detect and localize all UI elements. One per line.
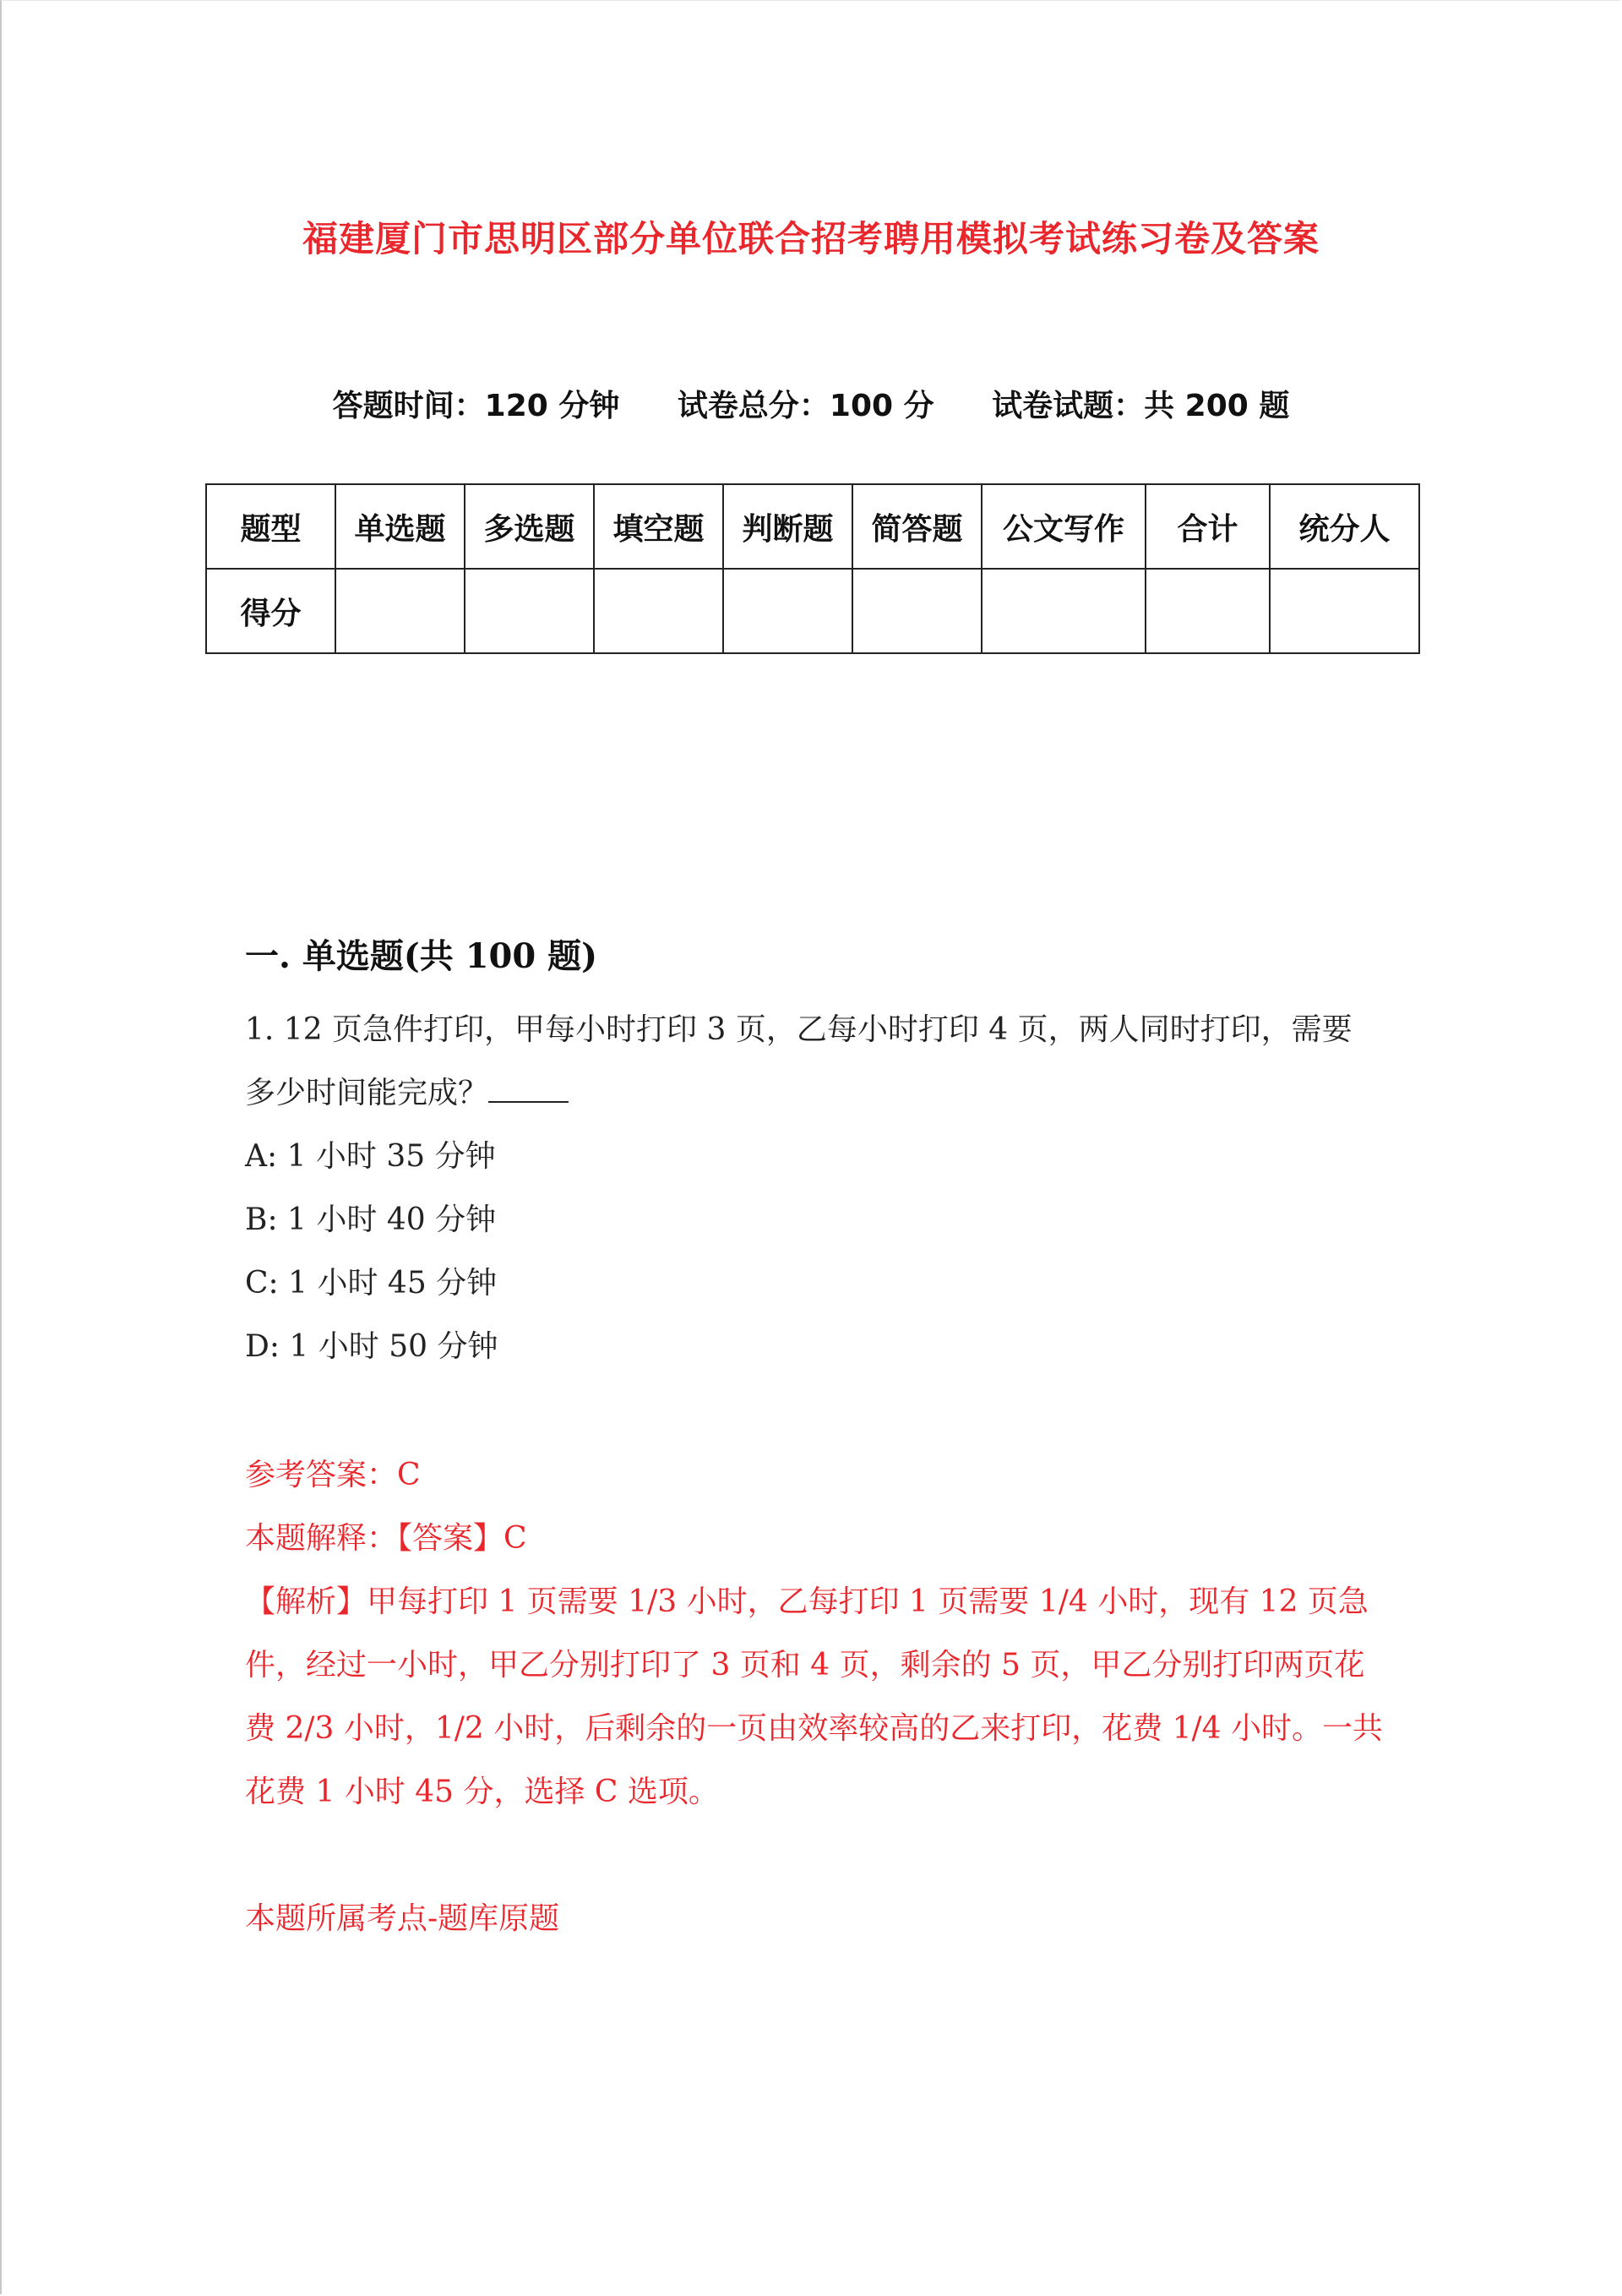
header-cell: 合计 bbox=[1146, 484, 1270, 569]
score-cell bbox=[1270, 569, 1419, 653]
score-cell bbox=[335, 569, 465, 653]
header-cell: 填空题 bbox=[594, 484, 723, 569]
section-title: 一. 单选题(共 100 题) bbox=[245, 936, 598, 976]
answer-blank bbox=[488, 1071, 569, 1103]
score-table-header-row bbox=[206, 484, 1419, 569]
header-cell: 判断题 bbox=[723, 484, 852, 569]
header-cell: 公文写作 bbox=[982, 484, 1146, 569]
header-cell: 统分人 bbox=[1270, 484, 1419, 569]
explanation-label: 本题解释：【答案】C bbox=[245, 1521, 527, 1556]
option-d: D: 1 小时 50 分钟 bbox=[245, 1329, 498, 1364]
reference-answer: 参考答案：C bbox=[245, 1458, 421, 1492]
score-cell bbox=[852, 569, 982, 653]
header-cell: 单选题 bbox=[335, 484, 465, 569]
analysis-text: 【解析】甲每打印 1 页需要 1/3 小时，乙每打印 1 页需要 1/4 小时，现有 12 页急件，经过一小时，甲乙分别打印了 3 页和 4 页，剩余的 5 页，甲乙分别打印两页花费 2/3 小时，1/2 小时，后剩余的一页由效率较高的乙来打印，花费 1/4 小时。一共花费 1 小时 45 分，选择 C 选项。 bbox=[245, 1584, 1384, 1809]
exam-time: 答题时间：120 分钟 bbox=[332, 389, 620, 423]
score-cell bbox=[1146, 569, 1270, 653]
score-cell bbox=[982, 569, 1146, 653]
question-stem: 1. 12 页急件打印，甲每小时打印 3 页，乙每小时打印 4 页，两人同时打印，需要多少时间能完成？ bbox=[245, 1012, 1353, 1110]
score-table-score-row bbox=[206, 569, 1419, 653]
header-cell: 多选题 bbox=[465, 484, 594, 569]
exam-total: 试卷总分：100 分 bbox=[677, 389, 934, 423]
score-cell bbox=[465, 569, 594, 653]
option-b: B: 1 小时 40 分钟 bbox=[245, 1203, 497, 1237]
exam-meta bbox=[0, 382, 1622, 425]
answer-block bbox=[245, 1443, 1385, 1570]
header-cell: 简答题 bbox=[852, 484, 982, 569]
option-a: A: 1 小时 35 分钟 bbox=[245, 1139, 496, 1174]
document-title: 福建厦门市思明区部分单位联合招考聘用模拟考试练习卷及答案 bbox=[302, 218, 1320, 259]
score-cell bbox=[723, 569, 852, 653]
score-table bbox=[205, 483, 1420, 654]
question-text bbox=[245, 998, 1377, 1125]
kaodian-note: 本题所属考点-题库原题 bbox=[245, 1901, 560, 1936]
option-c: C: 1 小时 45 分钟 bbox=[245, 1266, 498, 1301]
row-label-cell: 得分 bbox=[206, 569, 335, 653]
header-cell: 题型 bbox=[206, 484, 335, 569]
score-cell bbox=[594, 569, 723, 653]
exam-count: 试卷试题：共 200 题 bbox=[992, 389, 1290, 423]
options-list bbox=[245, 1125, 1377, 1378]
